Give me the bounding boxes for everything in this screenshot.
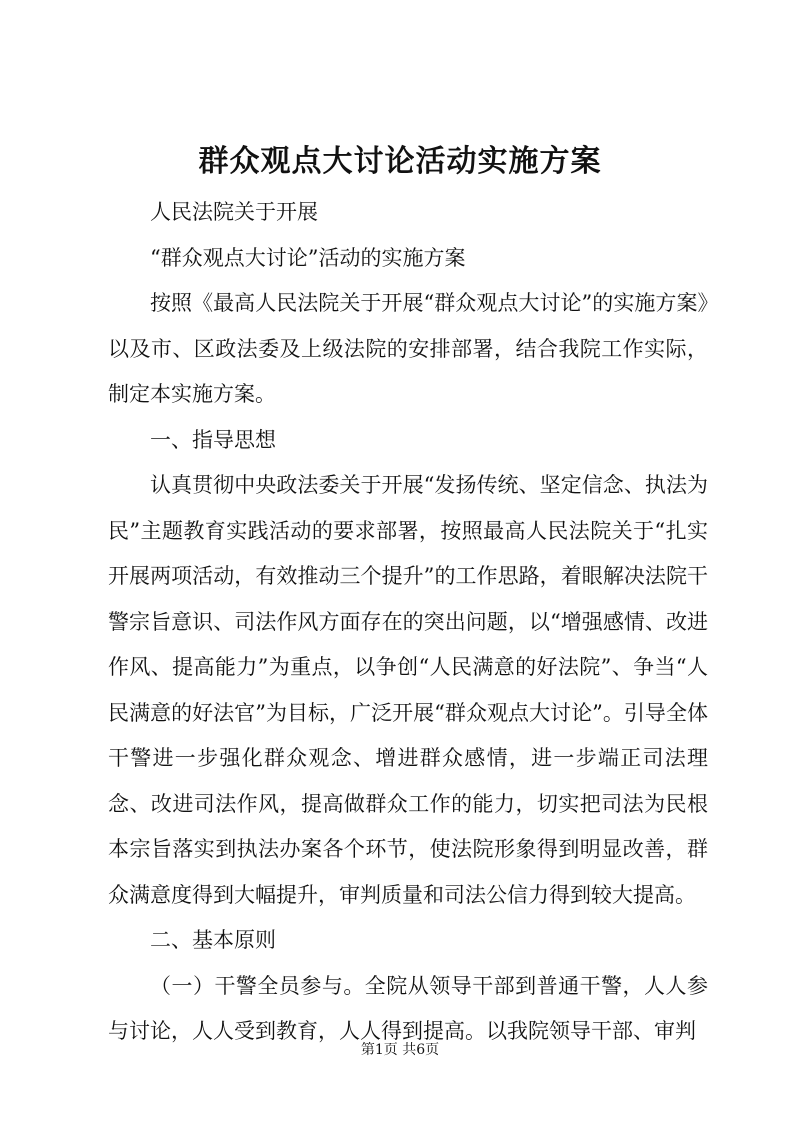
paragraph-heading-line2: “群众观点大讨论”活动的实施方案	[150, 245, 466, 270]
page-footer: 第1页 共6页	[360, 1042, 440, 1058]
paragraph-principle-1: （一）干警全员参与。全院从领导干部到普通干警，人人参与讨论，人人受到教育，人人得到提高。以我院领导干部、审判	[108, 973, 708, 1043]
paragraph-heading-line1: 人民法院关于开展	[150, 200, 318, 224]
paragraph-guiding-ideology: 认真贯彻中央政法委关于开展“发扬传统、坚定信念、执法为民”主题教育实践活动的要求部署，按照最高人民法院关于“扎实开展两项活动，有效推动三个提升”的工作思路，着眼解决法院干警宗旨意识、司法作风方面存在的突出问题，以“增强感情、改进作风、提高能力”为重点，以争创“人民满意的好法院”、争当“人民满意的好法官”为目标，广泛开展“群众观点大讨论”。引导全体干警进一步强化群众观念、增进群众感情，进一步端正司法理念、改进司法作风，提高做群众工作的能力，切实把司法为民根本宗旨落实到执法办案各个环节，使法院形象得到明显改善，群众满意度得到大幅提升，审判质量和司法公信力得到较大提高。	[108, 473, 708, 907]
paragraph-intro: 按照《最高人民法院关于开展“群众观点大讨论”的实施方案》以及市、区政法委及上级法院的安排部署，结合我院工作实际，制定本实施方案。	[108, 291, 708, 406]
document-body	[108, 190, 708, 1055]
document-title: 群众观点大讨论活动实施方案	[198, 144, 602, 179]
section-heading-basic-principles: 二、基本原则	[150, 928, 276, 952]
section-heading-guiding-ideology: 一、指导思想	[150, 427, 276, 452]
